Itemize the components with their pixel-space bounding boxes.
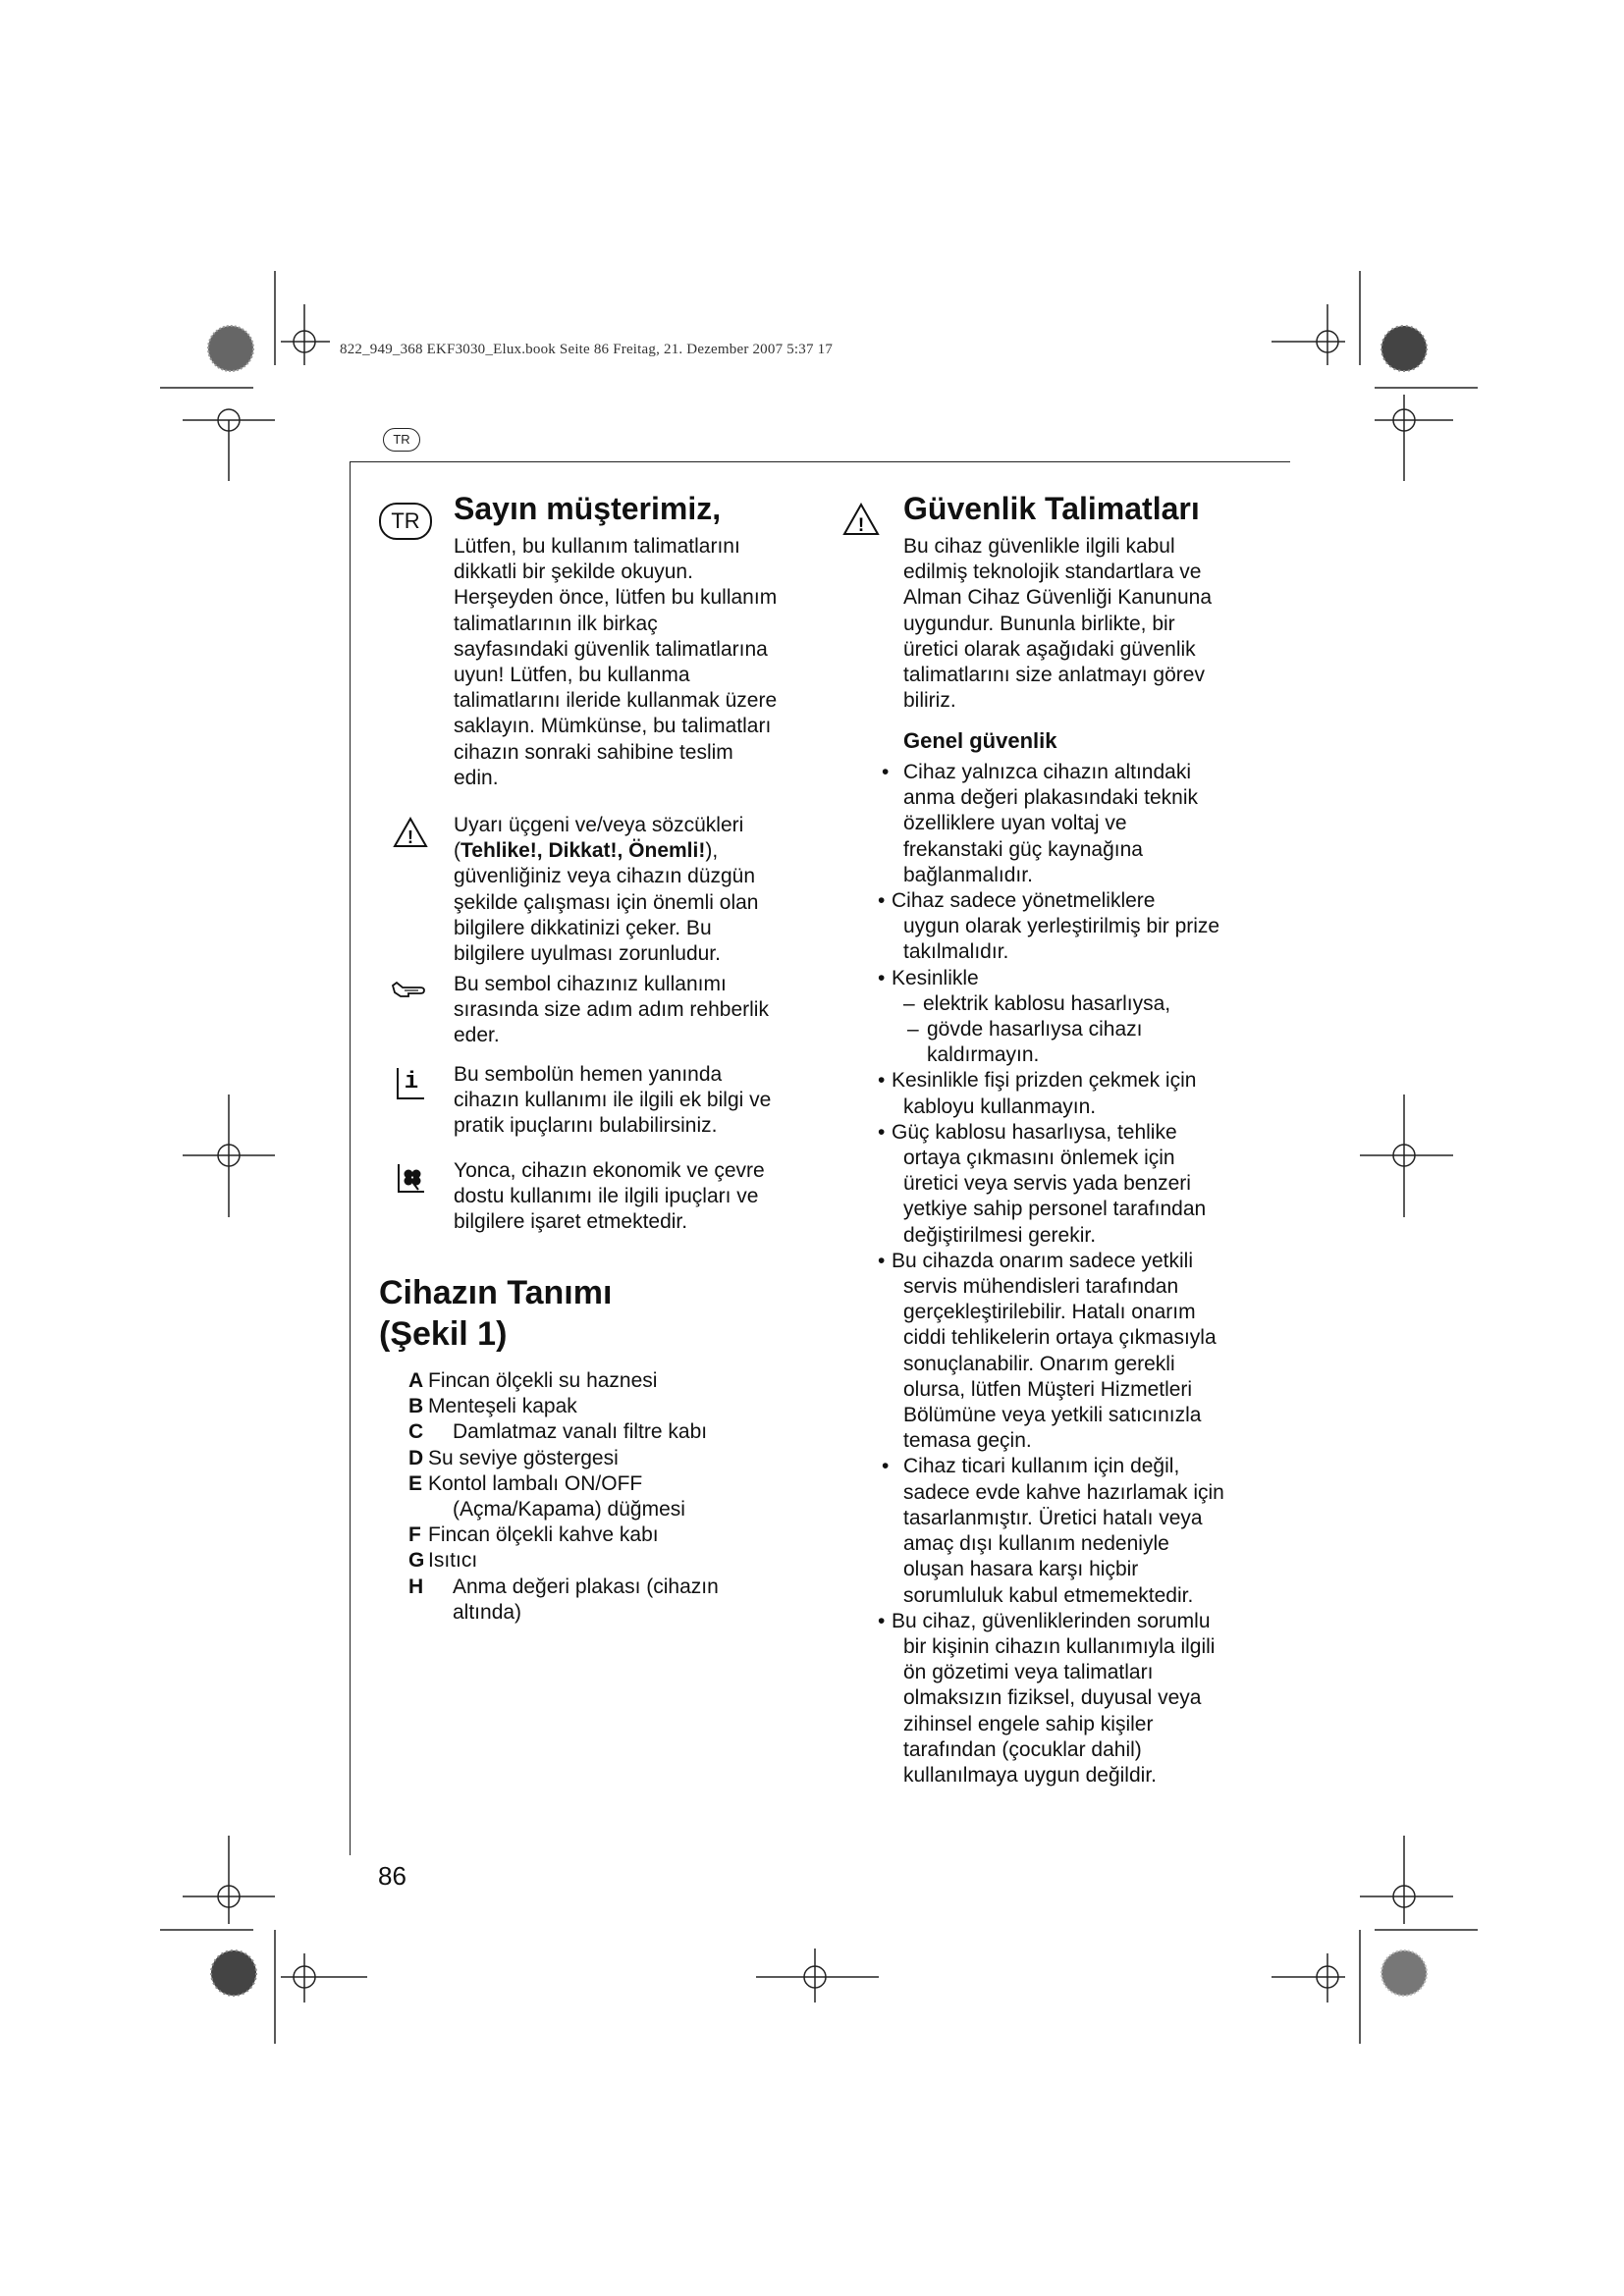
list-item: • Cihaz ticari kullanım için değil, sadece evde kahve hazırlamak için tasarlanmıştır. Üretici hatalı veya amaç dışı kullanım nedeniyle oluşan hasara karşı hiçbir sorumluluk kabul etmemektedir. [882,1455,1224,1607]
warning-symbol-text [454,813,827,967]
safety-title: Güvenlik Talimatları [903,491,1200,526]
warning-paren-close: ), [705,839,719,863]
warning-line: güvenliğiniz veya cihazın düzgün [454,865,756,888]
description-title-line: Cihazın Tanımı [379,1274,613,1311]
intro-line: Lütfen, bu kullanım talimatlarını [454,535,740,558]
list-item: B Menteşeli kapak [408,1395,577,1418]
intro-line: Herşeyden önce, lütfen bu kullanım [454,586,778,610]
clover-line: Yonca, cihazın ekonomik ve çevre [454,1159,765,1182]
language-badge: TR [383,428,420,452]
warning-line: Uyarı üçgeni ve/veya sözcükleri [454,814,744,836]
safety-intro-line: Bu cihaz güvenlikle ilgili kabul [903,535,1175,558]
warning-line: bilgilere uyulması zorunludur. [454,942,721,966]
sub-item: – gövde hasarlıysa cihazı kaldırmayın. [907,1018,1143,1067]
warning-keywords-line [454,838,827,864]
list-item: C Damlatmaz vanalı filtre kabı [408,1420,708,1444]
intro-line: talimatlarının ilk birkaç [454,612,658,635]
list-item: • Bu cihaz, güvenliklerinden sorumlu bir kişinin cihazın kullanımıyla ilgili ön gözetimi veya talimatları olmaksızın fiziksel, duyusal veya zihinsel engele sahip kişiler tarafından (çocuklar dahil) kullanılmaya uygun değildir. [878,1609,1216,1787]
list-item: F Fincan ölçekli kahve kabı [408,1523,659,1547]
clover-line: bilgilere işaret etmektedir. [454,1210,688,1234]
safety-intro-line: üretici olarak aşağıdaki güvenlik [903,637,1196,661]
frame-left-rule [350,461,351,1855]
intro-line: dikkatli bir şekilde okuyun. [454,561,693,584]
warning-triangle-icon [393,817,428,848]
warning-keywords: Tehlike!, Dikkat!, Önemli! [460,839,706,863]
intro-line: talimatlarını ileride kullanmak üzere [454,689,778,713]
description-title-line: (Şekil 1) [379,1315,508,1353]
clover-symbol-text [454,1158,827,1236]
hand-line: Bu sembol cihazınız kullanımı [454,973,727,995]
page-number: 86 [378,1861,406,1891]
parts-list [408,1368,821,1626]
list-item: A Fincan ölçekli su haznesi [408,1369,658,1392]
tr-badge: TR [379,503,432,540]
intro-title: Sayın müşterimiz, [454,491,722,526]
list-item: altında) [453,1600,522,1624]
info-icon: i [397,1068,424,1099]
safety-intro-line: Alman Cihaz Güvenliği Kanununa [903,586,1213,610]
intro-line: edin. [454,766,499,789]
list-item: • Güç kablosu hasarlıysa, tehlike ortaya çıkmasını önlemek için üretici veya servis yada benzeri yetkiye sahip personel tarafından değiştirilmesi gerekir. [878,1120,1207,1247]
svg-text:!: ! [407,828,413,847]
print-info-line: 822_949_368 EKF3030_Elux.book Seite 86 Freitag, 21. Dezember 2007 5:37 17 [340,342,834,357]
general-safety-heading: Genel güvenlik [903,728,1057,753]
list-item: G Isıtıcı [408,1549,478,1573]
clover-icon [397,1162,426,1194]
warning-line: bilgilere dikkatinizi çeker. Bu [454,916,712,939]
intro-text [454,534,827,791]
list-item: • Kesinlikle fişi prizden çekmek için kabloyu kullanmayın. [878,1069,1197,1118]
safety-warning-icon [842,503,880,536]
sub-item: – elektrik kablosu hasarlıysa, [903,991,1171,1015]
safety-intro-line: talimatlarını size anlatmayı görev [903,664,1205,687]
warning-line: şekilde çalışması için önemli olan [454,890,759,914]
frame-top-rule [350,461,1290,462]
intro-line: sayfasındaki güvenlik talimatlarına [454,637,768,661]
list-item: • Bu cihazda onarım sadece yetkili servis mühendisleri tarafından gerçekleştirilebilir. Hatalı onarım ciddi tehlikelerin ortaya çıkmasıyla sonuçlanabilir. Onarım gerekli olursa, lütfen Müşteri Hizmetleri Bölümüne veya yetkili satıcınızla temasa geçin. [878,1249,1217,1453]
safety-bullets [880,760,1272,1789]
intro-line: cihazın sonraki sahibine teslim [454,740,733,764]
pointing-hand-icon [391,980,426,999]
list-item: E Kontol lambalı ON/OFF [408,1471,643,1495]
safety-intro [903,534,1257,714]
hand-line: eder. [454,1024,500,1047]
list-item: • Cihaz yalnızca cihazın altındaki anma değeri plakasındaki teknik özelliklere uyan voltaj ve frekanstaki güç kaynağına bağlanmalıdır. [882,761,1199,886]
info-line: Bu sembolün hemen yanında [454,1063,723,1086]
hand-line: sırasında size adım adım rehberlik [454,998,769,1022]
list-item: D Su seviye göstergesi [408,1446,619,1469]
description-title [379,1272,612,1355]
info-line: pratik ipuçlarını bulabilirsiniz. [454,1114,718,1138]
intro-line: uyun! Lütfen, bu kullanma [454,664,690,687]
svg-text:!: ! [857,515,865,536]
info-line: cihazın kullanımı ile ilgili ek bilgi ve [454,1089,772,1112]
info-symbol-text [454,1062,827,1140]
clover-line: dostu kullanımı ile ilgili ipuçları ve [454,1185,759,1208]
list-item: H Anma değeri plakası (cihazın [408,1575,719,1598]
safety-intro-line: edilmiş teknolojik standartlara ve [903,561,1202,584]
list-item: • Cihaz sadece yönetmeliklere uygun olarak yerleştirilmiş bir prize takılmalıdır. [878,889,1220,964]
safety-intro-line: uygundur. Bununla birlikte, bir [903,612,1175,635]
hand-symbol-text [454,972,827,1049]
safety-intro-line: biliriz. [903,689,956,713]
list-item: (Açma/Kapama) düğmesi [453,1498,685,1522]
warning-paren-open: ( [454,839,460,863]
intro-line: saklayın. Mümkünse, bu talimatları [454,715,772,738]
list-item: • Kesinlikle – elektrik kablosu hasarlıysa, – gövde hasarlıysa cihazı kaldırmayın. [880,966,1272,1069]
